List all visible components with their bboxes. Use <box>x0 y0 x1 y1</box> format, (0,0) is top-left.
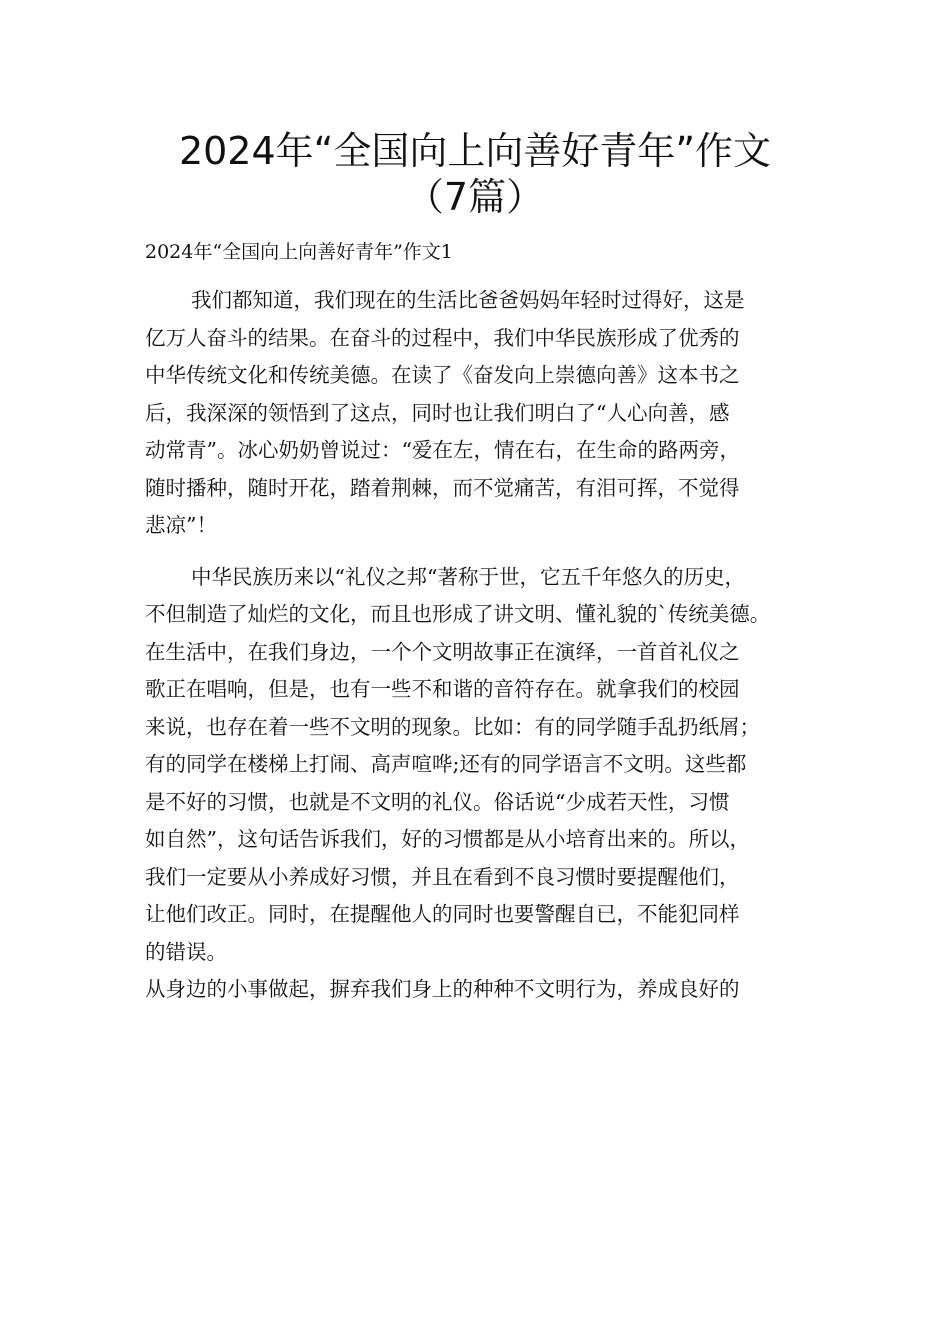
text-line: 从身边的小事做起，摒弃我们身上的种种不文明行为，养成良好的 <box>145 977 740 1001</box>
text-line: 让他们改正。同时，在提醒他人的同时也要警醒自已，不能犯同样 <box>145 902 740 926</box>
text-line: 在生活中，在我们身边，一个个文明故事正在演绎，一首首礼仪之 <box>145 639 740 664</box>
document-title <box>100 128 850 220</box>
text-line: 不但制造了灿烂的文化，而且也形成了讲文明、懂礼貌的`传统美德。 <box>145 602 771 626</box>
paragraph-gap <box>145 545 825 559</box>
text-line: 有的同学在楼梯上打闹、高声喧哗;还有的同学语言不文明。这些都 <box>145 752 747 776</box>
text-line: 我们都知道，我们现在的生活比爸爸妈妈年轻时过得好，这是 <box>191 288 745 312</box>
text-line: 我们一定要从小养成好习惯，并且在看到不良习惯时要提醒他们， <box>145 864 740 889</box>
text-line: 动常青”。冰心奶奶曾说过：“爱在左，情在右，在生命的路两旁， <box>145 438 740 462</box>
text-line: 是不好的习惯，也就是不文明的礼仪。俗话说“少成若天性，习惯 <box>145 789 730 814</box>
paragraph-1 <box>145 282 825 545</box>
document-body <box>145 282 825 1009</box>
text-line: 中华传统文化和传统美德。在读了《奋发向上崇德向善》这本书之 <box>145 363 740 387</box>
text-line: 随时播种，随时开花，踏着荆棘，而不觉痛苦，有泪可挥，不觉得 <box>145 475 740 500</box>
text-line: 的错误。 <box>145 939 227 964</box>
section-heading: 2024年“全国向上向善好青年”作文1 <box>145 241 453 263</box>
title-line-2: （7篇） <box>405 175 545 219</box>
title-line-1: 2024年“全国向上向善好青年”作文 <box>178 129 772 173</box>
text-line: 中华民族历来以“礼仪之邦“著称于世，它五千年悠久的历史， <box>191 564 745 589</box>
text-line: 亿万人奋斗的结果。在奋斗的过程中，我们中华民族形成了优秀的 <box>145 325 740 350</box>
paragraph-3 <box>145 971 825 1009</box>
paragraph-2 <box>145 559 825 972</box>
text-line: 来说，也存在着一些不文明的现象。比如：有的同学随手乱扔纸屑； <box>145 714 760 739</box>
text-line: 后，我深深的领悟到了这点，同时也让我们明白了“人心向善，感 <box>145 400 730 425</box>
text-line: 悲凉”！ <box>145 513 217 537</box>
text-line: 歌正在唱响，但是，也有一些不和谐的音符存在。就拿我们的校园 <box>145 677 740 701</box>
text-line: 如自然”，这句话告诉我们，好的习惯都是从小培育出来的。所以， <box>145 827 750 851</box>
